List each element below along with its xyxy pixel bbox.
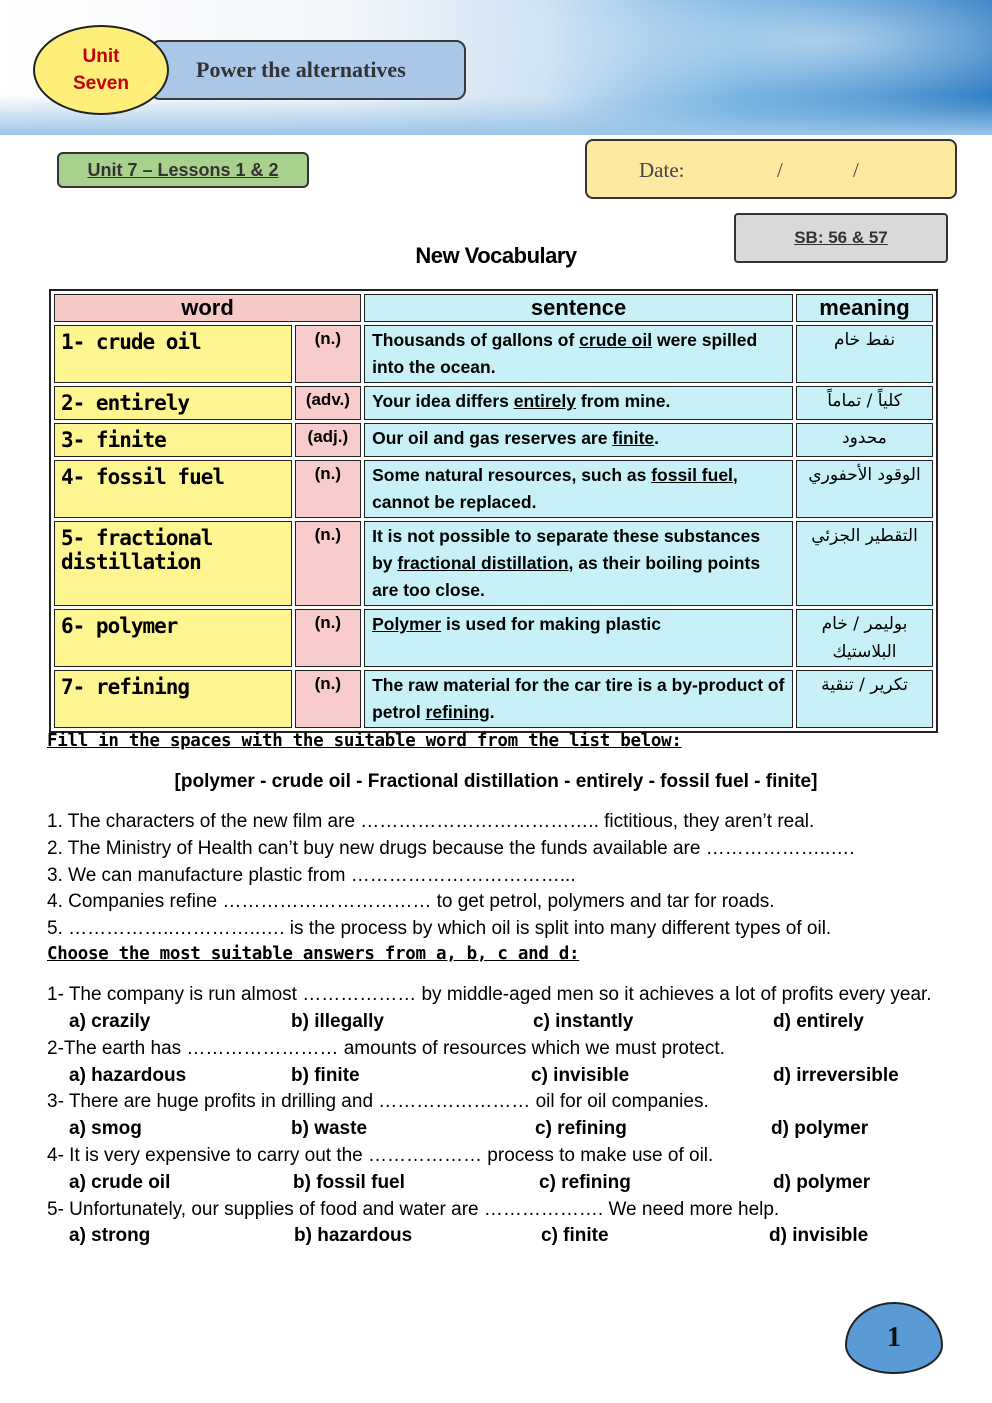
example-sentence xyxy=(364,386,793,420)
arabic-meaning: التقطير الجزئي xyxy=(796,521,933,606)
question: 5- Unfortunately, our supplies of food and water are ………………. We need more help. xyxy=(47,1199,780,1220)
sentence-text: It is not possible to separate these substances by xyxy=(372,526,761,573)
option-a: a) smog xyxy=(69,1118,142,1139)
table-row xyxy=(54,423,933,457)
column-header-meaning: meaning xyxy=(796,294,933,322)
fill-item: 4. Companies refine …………………………… to get petrol, polymers and tar for roads. xyxy=(47,891,775,912)
example-sentence xyxy=(364,423,793,457)
option-d: d) irreversible xyxy=(773,1065,899,1086)
sentence-keyword: crude oil xyxy=(579,330,653,350)
part-of-speech: (n.) xyxy=(295,670,361,728)
vocab-word: 4- fossil fuel xyxy=(54,460,292,518)
option-c: c) refining xyxy=(539,1172,631,1193)
table-row xyxy=(54,609,933,667)
option-c: c) refining xyxy=(535,1118,627,1139)
choose-instructions: Choose the most suitable answers from a, b, c and d: xyxy=(47,944,580,964)
sentence-keyword: fossil fuel xyxy=(651,465,733,485)
fill-item: 2. The Ministry of Health can’t buy new drugs because the funds available are ………………..…. xyxy=(47,838,855,859)
table-row xyxy=(54,460,933,518)
vocab-word: 6- polymer xyxy=(54,609,292,667)
arabic-meaning: تكرير / تنقية xyxy=(796,670,933,728)
part-of-speech: (n.) xyxy=(295,325,361,383)
arabic-meaning: محدود xyxy=(796,423,933,457)
fill-item: 3. We can manufacture plastic from ……………………………... xyxy=(47,865,576,886)
option-b: b) finite xyxy=(291,1065,360,1086)
example-sentence xyxy=(364,325,793,383)
sentence-text: . xyxy=(489,702,495,722)
part-of-speech: (n.) xyxy=(295,609,361,667)
example-sentence xyxy=(364,460,793,518)
sentence-text: Your idea differs xyxy=(372,391,514,411)
vocab-word: 1- crude oil xyxy=(54,325,292,383)
example-sentence xyxy=(364,521,793,606)
fill-in-instructions: Fill in the spaces with the suitable word from the list below: xyxy=(47,731,682,751)
sentence-text: , cannot be replaced. xyxy=(372,465,738,512)
sentence-text: from mine. xyxy=(575,391,671,411)
part-of-speech: (adv.) xyxy=(295,386,361,420)
vocab-word: 2- entirely xyxy=(54,386,292,420)
option-d: d) polymer xyxy=(771,1118,869,1139)
option-a: a) strong xyxy=(69,1225,151,1246)
unit-title-text: Power the alternatives xyxy=(196,57,406,82)
example-sentence xyxy=(364,609,793,667)
option-b: b) hazardous xyxy=(294,1225,413,1246)
option-b: b) waste xyxy=(291,1118,368,1139)
sentence-keyword: finite xyxy=(612,428,655,448)
sentence-text: , as their boiling points are too close. xyxy=(372,553,761,600)
option-b: b) illegally xyxy=(291,1011,384,1032)
sentence-keyword: entirely xyxy=(513,391,576,411)
unit-title xyxy=(150,40,466,100)
vocab-word: 3- finite xyxy=(54,423,292,457)
arabic-meaning: بوليمر / خام البلاستيك xyxy=(796,609,933,667)
sentence-text: Thousands of gallons of xyxy=(372,330,580,350)
vocabulary-heading: New Vocabulary xyxy=(415,243,577,268)
sentence-text: The raw material for the car tire is a by-product of petrol xyxy=(372,675,785,722)
vocab-word: 5- fractional distillation xyxy=(54,521,292,606)
fill-item: 5. ……………..…………..…. is the process by which oil is split into many different types of oil. xyxy=(47,918,832,939)
table-row xyxy=(54,670,933,728)
sentence-text: were spilled into the ocean. xyxy=(372,330,758,377)
option-d: d) invisible xyxy=(769,1225,869,1246)
option-b: b) fossil fuel xyxy=(293,1172,405,1193)
option-c: c) finite xyxy=(541,1225,609,1246)
sentence-text: . xyxy=(654,428,660,448)
question: 3- There are huge profits in drilling and …………………… oil for oil companies. xyxy=(47,1091,709,1112)
option-c: c) instantly xyxy=(533,1011,634,1032)
question: 2-The earth has …………………… amounts of resources which we must protect. xyxy=(47,1038,725,1059)
arabic-meaning: نفط خام xyxy=(796,325,933,383)
sentence-text: Some natural resources, such as xyxy=(372,465,652,485)
page-number: 1 xyxy=(845,1302,943,1374)
option-a: a) hazardous xyxy=(69,1065,187,1086)
student-book-reference: SB: 56 & 57 xyxy=(734,213,948,263)
column-header-word: word xyxy=(54,294,361,322)
part-of-speech: (n.) xyxy=(295,460,361,518)
vocabulary-header-row xyxy=(54,294,933,322)
date-separator-1: / xyxy=(777,158,783,182)
table-row xyxy=(54,521,933,606)
option-a: a) crude oil xyxy=(69,1172,171,1193)
unit-number: Seven xyxy=(73,73,129,94)
sentence-text: is used for making plastic xyxy=(441,614,661,634)
date-box xyxy=(585,139,957,199)
column-header-sentence: sentence xyxy=(364,294,793,322)
date-separator-2: / xyxy=(853,158,859,182)
unit-badge xyxy=(33,25,169,115)
option-c: c) invisible xyxy=(531,1065,630,1086)
option-d: d) polymer xyxy=(773,1172,871,1193)
vocabulary-table xyxy=(49,289,938,733)
arabic-meaning: الوقود الأحفوري xyxy=(796,460,933,518)
table-row xyxy=(54,325,933,383)
unit-label: Unit xyxy=(82,46,120,67)
sentence-keyword: Polymer xyxy=(372,614,442,634)
example-sentence xyxy=(364,670,793,728)
question: 1- The company is run almost ……………… by middle-aged men so it achieves a lot of profits every year. xyxy=(47,984,932,1005)
fill-item: 1. The characters of the new film are ……………………………….. fictitious, they aren’t real. xyxy=(47,811,815,832)
part-of-speech: (n.) xyxy=(295,521,361,606)
sentence-text: Our oil and gas reserves are xyxy=(372,428,613,448)
sentence-keyword: refining xyxy=(425,702,490,722)
date-label: Date: xyxy=(639,158,685,182)
vocab-word: 7- refining xyxy=(54,670,292,728)
arabic-meaning: كلياً / تماماً xyxy=(796,386,933,420)
option-d: d) entirely xyxy=(773,1011,864,1032)
question: 4- It is very expensive to carry out the ……………… process to make use of oil. xyxy=(47,1145,714,1166)
option-a: a) crazily xyxy=(69,1011,151,1032)
word-list: [polymer - crude oil - Fractional distillation - entirely - fossil fuel - finite] xyxy=(174,771,818,792)
part-of-speech: (adj.) xyxy=(295,423,361,457)
table-row xyxy=(54,386,933,420)
lessons-label: Unit 7 – Lessons 1 & 2 xyxy=(57,152,309,188)
sentence-keyword: fractional distillation xyxy=(397,553,569,573)
